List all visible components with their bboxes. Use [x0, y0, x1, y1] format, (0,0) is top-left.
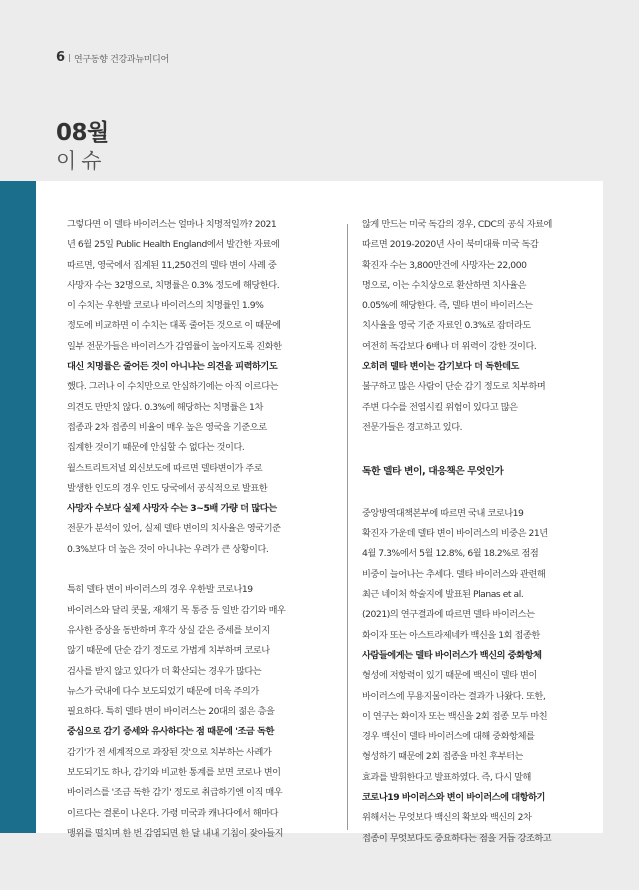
text-line: 그렇다면 이 델타 바이러스는 얼마나 치명적일까? 2021: [67, 219, 277, 230]
text-line: 뉴스가 국내에 다수 보도되었기 때문에 더욱 주의가: [67, 685, 259, 697]
text-line: 필요하다. 특히 델타 변이 바이러스는 20대의 젊은 층을: [67, 706, 275, 718]
column-divider: [347, 224, 348, 830]
text-line: 바이러스에 무용지물이라는 결과가 나왔다. 또한,: [362, 690, 546, 702]
text-line: 접종이 무엇보다도 중요하다는 점을 거듭 강조하고: [362, 832, 552, 844]
text-line: 바이러스를 '조금 독한 감기' 정도로 취급하기엔 이직 매우: [67, 787, 283, 799]
publication-name: 연구동향 건강과뉴미디어: [74, 55, 169, 65]
right-column: [362, 215, 590, 849]
text-line-bold: 오히려 델타 변이는 감기보다 더 독한데도: [362, 361, 519, 373]
text-line: 사망자 수는 32명으로, 치명률은 0.3% 정도에 해당한다.: [67, 279, 280, 291]
text-line: 보도되기도 하나, 감기와 비교한 통계를 보면 코로나 변이: [67, 767, 281, 779]
text-line: 검사를 받지 않고 있다가 더 확산되는 경우가 많다는: [67, 665, 262, 677]
text-line: 않기 때문에 단순 감기 정도로 가볍게 치부하며 코로나: [67, 645, 270, 657]
text-line: 의견도 만만치 않다. 0.3%에 해당하는 치명률은 1차: [67, 401, 263, 413]
text-line: (2021)의 연구결과에 따르면 델타 바이러스는: [362, 609, 535, 621]
text-line: 특히 델타 변이 바이러스의 경우 우한발 코로나19: [67, 584, 253, 596]
text-line: 4월 7.3%에서 5월 12.8%, 6월 18.2%로 점점: [362, 548, 539, 560]
text-line: 주변 다수를 전염시킬 위험이 있다고 많은: [362, 401, 518, 413]
paragraph-gap: [67, 560, 333, 580]
text-line: 확진자 가운데 델타 변이 바이러스의 비중은 21년: [362, 528, 548, 540]
accent-bar: [0, 181, 36, 833]
page-number: 6: [56, 50, 66, 65]
text-line-bold: 사망자 수보다 실제 사망자 수는 3~5배 가량 더 많다는: [67, 503, 277, 515]
text-line: 접종과 2차 접종의 비율이 매우 높은 영국을 기준으로: [67, 421, 267, 433]
text-line: 형성에 저항력이 있기 때문에 백신이 델타 변이: [362, 670, 537, 682]
text-line: 전문가들은 경고하고 있다.: [362, 421, 463, 433]
text-line: 정도에 비교하면 이 수치는 대폭 줄어든 것으로 이 때문에: [67, 320, 281, 332]
text-line: 바이러스와 달리 콧물, 재채기 목 통증 등 일반 감기와 매우: [67, 604, 286, 616]
text-line: 효과를 발휘한다고 발표하였다. 즉, 다시 말해: [362, 771, 531, 783]
text-line: 치사율을 영국 기준 자료인 0.3%로 잡더라도: [362, 320, 531, 332]
text-line: 화이자 또는 아스트라제네카 백신을 1회 접종한: [362, 629, 540, 641]
text-line: 이 수치는 우한발 코로나 바이러스의 치명률인 1.9%: [67, 300, 264, 312]
text-line: 집계한 것이기 때문에 안심할 수 없다는 것이다.: [67, 442, 245, 454]
text-line: 최근 네이처 학술지에 발표된 Planas et al.: [362, 589, 524, 601]
text-line: 따르면, 영국에서 집계된 11,250건의 델타 변이 사례 중: [67, 259, 277, 271]
text-line-bold: 대신 치명률은 줄어든 것이 아니냐는 의견을 피력하기도: [67, 361, 278, 373]
left-column: [67, 215, 333, 844]
text-line: 맹위를 떨치며 한 번 감염되면 한 달 내내 기침이 잦아들지: [67, 827, 284, 839]
text-line: 경우 백신이 델타 바이러스에 대해 중화항체를: [362, 731, 535, 743]
paragraph-gap: [362, 484, 590, 504]
text-line: 월스트리트저널 외신보도에 따르면 델타변이가 주로: [67, 462, 263, 474]
text-line: 명으로, 이는 수치상으로 환산하면 치사율은: [362, 279, 527, 291]
text-line-bold: 중심으로 감기 증세와 유사하다는 점 때문에 '조금 독한: [67, 726, 274, 738]
paragraph-gap: [362, 438, 590, 458]
section-title: 이슈: [56, 149, 107, 173]
text-line: 감기'가 전 세계적으로 과장된 것'으로 치부하는 사례가: [67, 746, 272, 758]
section-month: 08월: [56, 120, 109, 146]
text-line: 했다. 그러나 이 수치만으로 안심하기에는 아직 이르다는: [67, 381, 279, 393]
text-line: 따르면 2019-2020년 사이 북미대륙 미국 독감: [362, 239, 539, 251]
text-line: 일부 전문가들은 바이러스가 감염률이 높아지도록 진화한: [67, 340, 282, 352]
text-line: 불구하고 많은 사람이 단순 감기 정도로 치부하며: [362, 381, 546, 393]
text-line: 이르다는 결론이 나온다. 가령 미국과 캐나다에서 해마다: [67, 807, 279, 819]
text-line: 이 연구는 화이자 또는 백신을 2회 접종 모두 마친: [362, 710, 548, 722]
text-line: 위해서는 무엇보다 백신의 확보와 백신의 2차: [362, 812, 532, 824]
text-line: 전문가 분석이 있어, 실제 델타 변이의 치사율은 영국기준: [67, 523, 281, 535]
text-line: 여전히 독감보다 6배나 더 위력이 강한 것이다.: [362, 340, 537, 352]
subsection-heading: 독한 델타 변이, 대응책은 무엇인가: [362, 465, 504, 477]
text-line: 년 6월 25일 Public Health England에서 발간한 자료에: [67, 239, 280, 251]
text-line: 중앙방역대책본부에 따르면 국내 코로나19: [362, 507, 524, 519]
text-line: 않게 만드는 미국 독감의 경우, CDC의 공식 자료에: [362, 219, 552, 230]
text-line: 0.05%에 해당한다. 즉, 델타 변이 바이러스는: [362, 300, 533, 312]
text-line: 비중이 늘어나는 추세다. 델타 바이러스와 관련해: [362, 568, 546, 580]
text-line: 발생한 인도의 경우 인도 당국에서 공식적으로 발표한: [67, 482, 268, 494]
text-line: 유사한 증상을 동반하며 후각 상실 같은 증세를 보이지: [67, 624, 270, 636]
text-line: 0.3%보다 더 높은 것이 아니냐는 우려가 큰 상황이다.: [67, 543, 269, 555]
text-line-bold: 코로나19 바이러스와 변이 바이러스에 대항하기: [362, 792, 545, 804]
text-line-bold: 사람들에게는 델타 바이러스가 백신의 중화항체: [362, 649, 542, 661]
header-separator: |: [68, 53, 71, 62]
text-line: 확진자 수는 3,800만건에 사망자는 22,000: [362, 259, 527, 271]
text-line: 형성하기 때문에 2회 접종을 마친 후부터는: [362, 751, 523, 763]
